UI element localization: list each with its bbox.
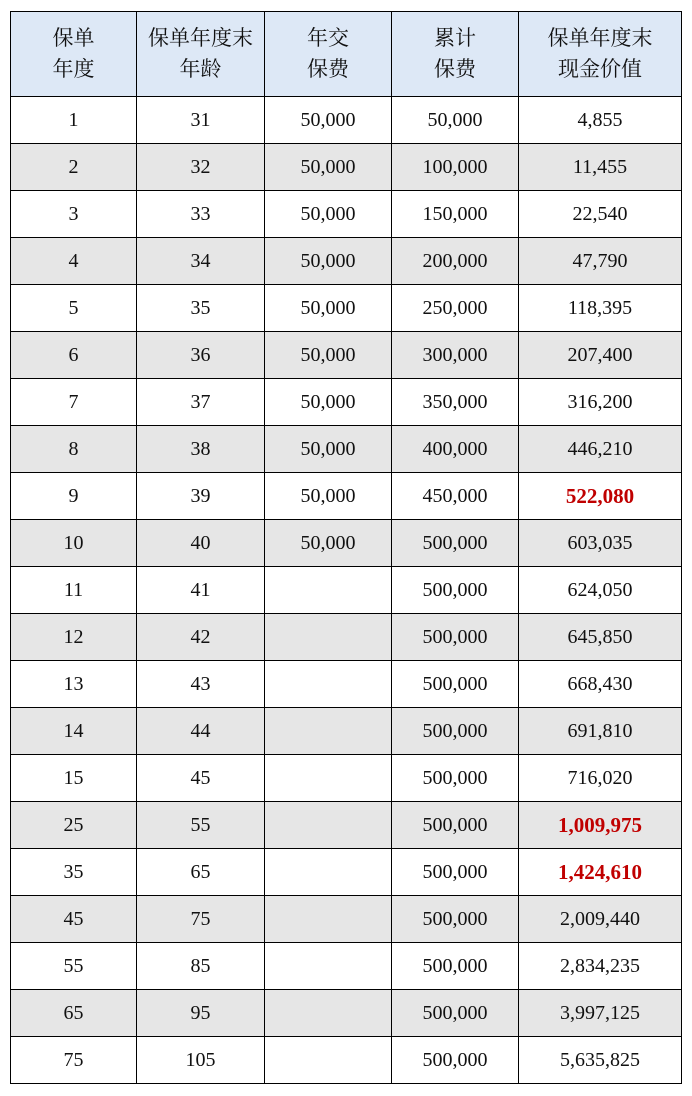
cell-annual-premium <box>265 1037 392 1084</box>
cell-annual-premium <box>265 990 392 1037</box>
cell-cash-value: 603,035 <box>519 520 682 567</box>
cell-cash-value: 668,430 <box>519 661 682 708</box>
cell-cash-value: 446,210 <box>519 426 682 473</box>
cell-cash-value: 316,200 <box>519 379 682 426</box>
table-row <box>11 849 682 896</box>
cell-annual-premium: 50,000 <box>265 473 392 520</box>
table-row <box>11 1037 682 1084</box>
cell-cumulative-premium: 400,000 <box>392 426 519 473</box>
cell-policy-year: 12 <box>11 614 137 661</box>
header-line: 保单年度末 <box>547 26 653 50</box>
cell-cumulative-premium: 500,000 <box>392 614 519 661</box>
header-cash-value <box>519 12 682 97</box>
cell-cash-value: 716,020 <box>519 755 682 802</box>
table-row <box>11 661 682 708</box>
cell-age: 95 <box>137 990 265 1037</box>
cell-annual-premium: 50,000 <box>265 285 392 332</box>
cell-cumulative-premium: 500,000 <box>392 990 519 1037</box>
cell-annual-premium: 50,000 <box>265 238 392 285</box>
cell-policy-year: 6 <box>11 332 137 379</box>
table-row <box>11 97 682 144</box>
cell-cash-value: 22,540 <box>519 191 682 238</box>
cell-policy-year: 13 <box>11 661 137 708</box>
cell-age: 43 <box>137 661 265 708</box>
table-row <box>11 708 682 755</box>
table-row <box>11 896 682 943</box>
cell-annual-premium: 50,000 <box>265 379 392 426</box>
cell-cash-value: 624,050 <box>519 567 682 614</box>
cell-age: 45 <box>137 755 265 802</box>
cell-policy-year: 8 <box>11 426 137 473</box>
cell-age: 44 <box>137 708 265 755</box>
cash-value-table <box>10 11 682 1084</box>
table-row <box>11 426 682 473</box>
cell-annual-premium <box>265 614 392 661</box>
cell-cumulative-premium: 50,000 <box>392 97 519 144</box>
table-header <box>11 12 682 97</box>
cell-cumulative-premium: 450,000 <box>392 473 519 520</box>
cell-policy-year: 25 <box>11 802 137 849</box>
cell-annual-premium: 50,000 <box>265 191 392 238</box>
table-row <box>11 614 682 661</box>
cell-age: 105 <box>137 1037 265 1084</box>
cell-cumulative-premium: 500,000 <box>392 849 519 896</box>
header-line: 年交 <box>307 26 349 50</box>
table-row <box>11 802 682 849</box>
cell-policy-year: 10 <box>11 520 137 567</box>
table-row <box>11 238 682 285</box>
cell-age: 41 <box>137 567 265 614</box>
cell-age: 32 <box>137 144 265 191</box>
cell-age: 42 <box>137 614 265 661</box>
table-row <box>11 520 682 567</box>
cell-age: 36 <box>137 332 265 379</box>
table-row <box>11 285 682 332</box>
header-cumulative-premium <box>392 12 519 97</box>
cell-cash-value: 522,080 <box>519 473 682 520</box>
cell-policy-year: 45 <box>11 896 137 943</box>
cell-age: 40 <box>137 520 265 567</box>
cell-cash-value: 1,009,975 <box>519 802 682 849</box>
cell-cash-value: 118,395 <box>519 285 682 332</box>
cell-age: 38 <box>137 426 265 473</box>
cell-age: 85 <box>137 943 265 990</box>
header-line: 保单年度末 <box>148 26 253 50</box>
cell-cumulative-premium: 500,000 <box>392 1037 519 1084</box>
table-row <box>11 332 682 379</box>
cell-cash-value: 2,009,440 <box>519 896 682 943</box>
cell-cumulative-premium: 500,000 <box>392 943 519 990</box>
cell-cumulative-premium: 500,000 <box>392 661 519 708</box>
cell-annual-premium: 50,000 <box>265 426 392 473</box>
cash-value-table-container <box>10 11 681 1084</box>
header-line: 年度 <box>52 57 95 81</box>
cell-cumulative-premium: 150,000 <box>392 191 519 238</box>
table-row <box>11 379 682 426</box>
table-body <box>11 97 682 1084</box>
cell-cumulative-premium: 500,000 <box>392 708 519 755</box>
table-row <box>11 473 682 520</box>
cell-cumulative-premium: 500,000 <box>392 520 519 567</box>
cell-policy-year: 3 <box>11 191 137 238</box>
header-line: 保费 <box>434 57 476 81</box>
cell-cumulative-premium: 500,000 <box>392 802 519 849</box>
cell-annual-premium <box>265 896 392 943</box>
header-policy-year <box>11 12 137 97</box>
header-line: 保费 <box>307 57 349 81</box>
table-row <box>11 943 682 990</box>
cell-cash-value: 645,850 <box>519 614 682 661</box>
cell-cash-value: 4,855 <box>519 97 682 144</box>
cell-cash-value: 5,635,825 <box>519 1037 682 1084</box>
cell-annual-premium <box>265 943 392 990</box>
cell-cumulative-premium: 500,000 <box>392 755 519 802</box>
cell-annual-premium <box>265 802 392 849</box>
cell-policy-year: 75 <box>11 1037 137 1084</box>
cell-cash-value: 11,455 <box>519 144 682 191</box>
cell-policy-year: 4 <box>11 238 137 285</box>
cell-annual-premium: 50,000 <box>265 144 392 191</box>
cell-age: 75 <box>137 896 265 943</box>
cell-policy-year: 2 <box>11 144 137 191</box>
cell-policy-year: 55 <box>11 943 137 990</box>
header-line: 累计 <box>434 26 476 50</box>
table-row <box>11 144 682 191</box>
cell-age: 65 <box>137 849 265 896</box>
header-line: 保单 <box>52 26 95 50</box>
header-age <box>137 12 265 97</box>
table-row <box>11 191 682 238</box>
cell-age: 35 <box>137 285 265 332</box>
cell-cash-value: 1,424,610 <box>519 849 682 896</box>
cell-cumulative-premium: 500,000 <box>392 567 519 614</box>
header-row <box>11 12 682 97</box>
header-line: 现金价值 <box>558 57 642 81</box>
cell-annual-premium: 50,000 <box>265 520 392 567</box>
table-row <box>11 755 682 802</box>
cell-policy-year: 11 <box>11 567 137 614</box>
cell-cumulative-premium: 300,000 <box>392 332 519 379</box>
cell-policy-year: 5 <box>11 285 137 332</box>
cell-cash-value: 47,790 <box>519 238 682 285</box>
cell-policy-year: 1 <box>11 97 137 144</box>
cell-cash-value: 3,997,125 <box>519 990 682 1037</box>
header-line: 年龄 <box>179 57 222 81</box>
cell-annual-premium <box>265 567 392 614</box>
cell-cash-value: 691,810 <box>519 708 682 755</box>
cell-age: 55 <box>137 802 265 849</box>
cell-cash-value: 2,834,235 <box>519 943 682 990</box>
cell-cumulative-premium: 350,000 <box>392 379 519 426</box>
cell-annual-premium <box>265 661 392 708</box>
header-annual-premium <box>265 12 392 97</box>
cell-age: 39 <box>137 473 265 520</box>
cell-age: 37 <box>137 379 265 426</box>
table-row <box>11 990 682 1037</box>
cell-annual-premium <box>265 708 392 755</box>
cell-policy-year: 9 <box>11 473 137 520</box>
cell-policy-year: 7 <box>11 379 137 426</box>
cell-annual-premium: 50,000 <box>265 97 392 144</box>
cell-age: 33 <box>137 191 265 238</box>
cell-cumulative-premium: 500,000 <box>392 896 519 943</box>
cell-age: 34 <box>137 238 265 285</box>
cell-annual-premium <box>265 755 392 802</box>
cell-cash-value: 207,400 <box>519 332 682 379</box>
cell-cumulative-premium: 200,000 <box>392 238 519 285</box>
cell-policy-year: 65 <box>11 990 137 1037</box>
cell-annual-premium <box>265 849 392 896</box>
cell-cumulative-premium: 100,000 <box>392 144 519 191</box>
cell-cumulative-premium: 250,000 <box>392 285 519 332</box>
table-row <box>11 567 682 614</box>
cell-age: 31 <box>137 97 265 144</box>
cell-annual-premium: 50,000 <box>265 332 392 379</box>
cell-policy-year: 15 <box>11 755 137 802</box>
cell-policy-year: 35 <box>11 849 137 896</box>
cell-policy-year: 14 <box>11 708 137 755</box>
